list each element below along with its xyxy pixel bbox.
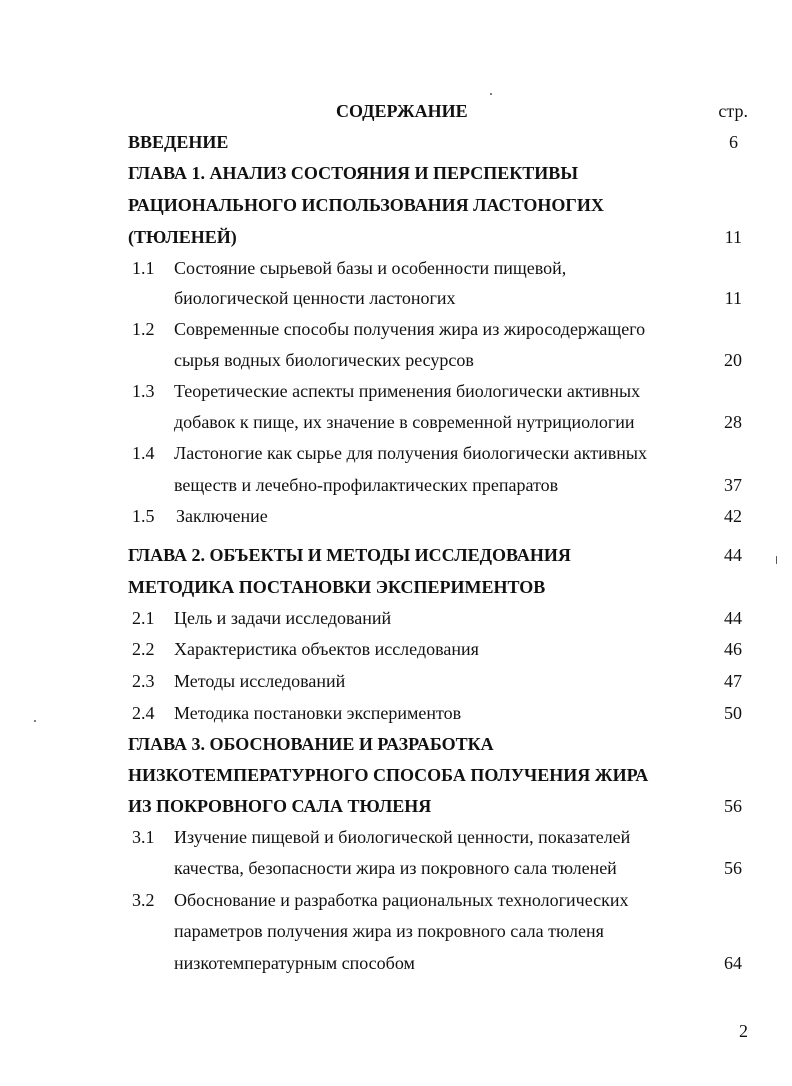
scan-speck xyxy=(34,720,36,722)
section-title-line: Цель и задачи исследований xyxy=(174,608,392,628)
section-number: 1.2 xyxy=(132,319,155,339)
intro-page: 6 xyxy=(729,132,738,152)
section-page: 50 xyxy=(724,703,742,723)
chapter-3-title-line-1: ГЛАВА 3. ОБОСНОВАНИЕ И РАЗРАБОТКА xyxy=(128,734,494,754)
intro-label: ВВЕДЕНИЕ xyxy=(128,132,229,152)
section-page: 64 xyxy=(724,953,742,973)
section-number: 2.2 xyxy=(132,639,155,659)
chapter-1-title-line-2: РАЦИОНАЛЬНОГО ИСПОЛЬЗОВАНИЯ ЛАСТОНОГИХ xyxy=(128,195,604,215)
chapter-2-title-line-1: ГЛАВА 2. ОБЪЕКТЫ И МЕТОДЫ ИССЛЕДОВАНИЯ xyxy=(128,545,571,565)
section-number: 1.5 xyxy=(132,506,155,526)
section-page: 42 xyxy=(724,506,742,526)
section-title-line: Методы исследований xyxy=(174,671,346,691)
chapter-3-page: 56 xyxy=(724,796,742,816)
chapter-2-title-line-2: МЕТОДИКА ПОСТАНОВКИ ЭКСПЕРИМЕНТОВ xyxy=(128,577,546,597)
section-title-line: Состояние сырьевой базы и особенности пищевой, xyxy=(174,258,567,278)
section-page: 37 xyxy=(724,475,742,495)
section-title-line: Теоретические аспекты применения биологически активных xyxy=(174,381,641,401)
chapter-3-title-line-3: ИЗ ПОКРОВНОГО САЛА ТЮЛЕНЯ xyxy=(128,796,432,816)
section-title-line: Ластоногие как сырье для получения биологически активных xyxy=(174,443,647,463)
section-page: 44 xyxy=(724,608,742,628)
section-number: 2.1 xyxy=(132,608,155,628)
section-title-line: биологической ценности ластоногих xyxy=(174,288,456,308)
chapter-3-title-line-2: НИЗКОТЕМПЕРАТУРНОГО СПОСОБА ПОЛУЧЕНИЯ ЖИРА xyxy=(128,765,649,785)
chapter-1-page: 11 xyxy=(724,227,742,247)
section-title-line: параметров получения жира из покровного сала тюленя xyxy=(174,921,604,941)
section-title-line: Современные способы получения жира из жиросодержащего xyxy=(174,319,646,339)
section-page: 20 xyxy=(724,350,742,370)
section-number: 3.2 xyxy=(132,890,155,910)
section-number: 1.1 xyxy=(132,258,155,278)
scan-speck xyxy=(490,93,492,95)
section-title-line: Методика постановки экспериментов xyxy=(174,703,462,723)
section-title-line: качества, безопасности жира из покровного сала тюленей xyxy=(174,858,617,878)
section-title-line: Характеристика объектов исследования xyxy=(174,639,479,659)
section-number: 2.4 xyxy=(132,703,155,723)
section-number: 1.4 xyxy=(132,443,155,463)
page-number: 2 xyxy=(739,1021,748,1041)
section-title-line: Заключение xyxy=(176,506,268,526)
section-number: 1.3 xyxy=(132,381,155,401)
toc-title: СОДЕРЖАНИЕ xyxy=(336,101,468,121)
section-title-line: Обоснование и разработка рациональных технологических xyxy=(174,890,629,910)
chapter-1-title-line-3: (ТЮЛЕНЕЙ) xyxy=(128,227,237,247)
section-title-line: Изучение пищевой и биологической ценности, показателей xyxy=(174,827,631,847)
section-title-line: сырья водных биологических ресурсов xyxy=(174,350,474,370)
section-page: 46 xyxy=(724,639,742,659)
section-page: 56 xyxy=(724,858,742,878)
section-page: 11 xyxy=(724,288,742,308)
page-column-label: стр. xyxy=(718,101,748,121)
section-title-line: добавок к пище, их значение в современной нутрициологии xyxy=(174,412,635,432)
section-number: 3.1 xyxy=(132,827,155,847)
section-number: 2.3 xyxy=(132,671,155,691)
section-page: 47 xyxy=(724,671,742,691)
scan-speck xyxy=(776,556,777,564)
chapter-1-title-line-1: ГЛАВА 1. АНАЛИЗ СОСТОЯНИЯ И ПЕРСПЕКТИВЫ xyxy=(128,163,578,183)
section-page: 28 xyxy=(724,412,742,432)
section-title-line: веществ и лечебно-профилактических препаратов xyxy=(174,475,559,495)
chapter-2-page: 44 xyxy=(724,545,742,565)
section-title-line: низкотемпературным способом xyxy=(174,953,415,973)
